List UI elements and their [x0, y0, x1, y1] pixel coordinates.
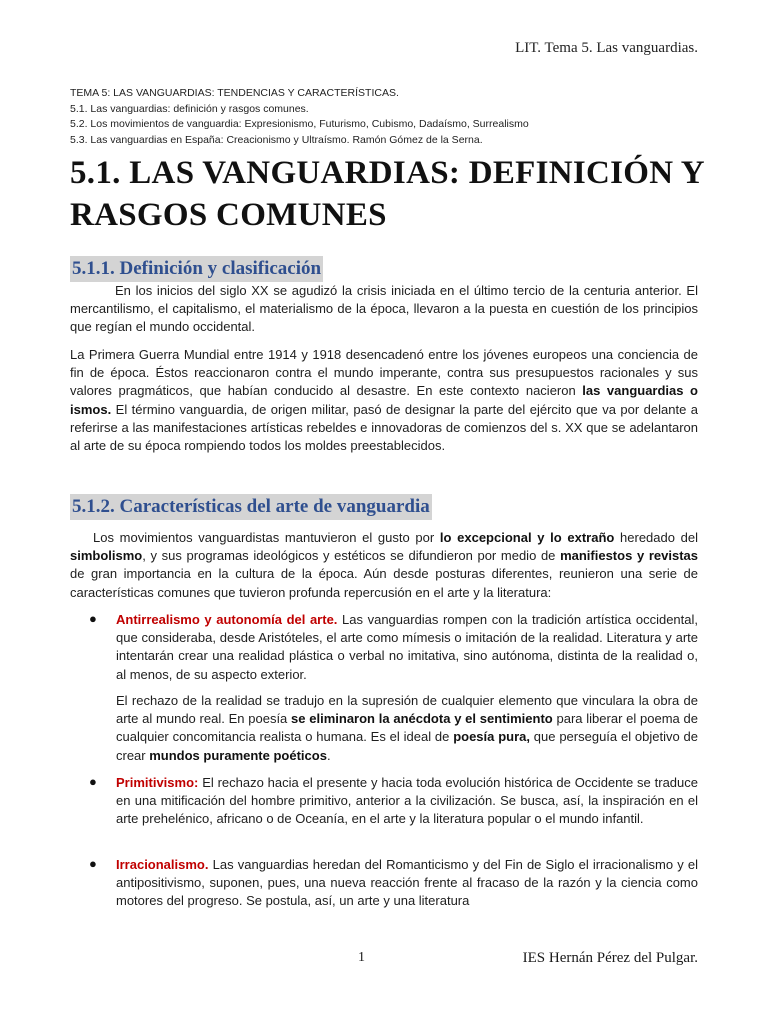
toc-line: TEMA 5: LAS VANGUARDIAS: TENDENCIAS Y CARACTERÍSTICAS.: [70, 87, 399, 99]
bullet-icon: ●: [89, 774, 97, 789]
page-title: 5.1. LAS VANGUARDIAS: DEFINICIÓN Y RASGOS COMUNES: [70, 155, 704, 233]
list-item: [116, 856, 698, 911]
list-item-continuation: [116, 692, 698, 765]
section-heading-definicion: 5.1.1. Definición y clasificación: [70, 256, 323, 282]
bold-term: lo excepcional y lo extraño: [439, 530, 615, 545]
paragraph: [70, 346, 698, 455]
section-heading-caracteristicas: 5.1.2. Características del arte de vanguardia: [70, 494, 432, 520]
bold-term: mundos puramente poéticos: [149, 747, 327, 763]
list-item-term: Primitivismo:: [116, 775, 199, 790]
toc-line: 5.3. Las vanguardias en España: Creacionismo y Ultraísmo. Ramón Gómez de la Serna.: [70, 133, 483, 146]
paragraph-text: El rechazo de la realidad se tradujo en la supresión de cualquier elemento que vinculara la obra de arte al mundo real. En poesía: [116, 693, 698, 727]
paragraph-text: El término vanguardia, de origen militar, pasó de designar la parte del ejército que va por delante a referirse a las manifestaciones artísticas rebeldes e innovadoras de comienzos del s. XX que se adelantaron al arte de su época rompiendo todos los moldes preestablecidos.: [70, 401, 698, 454]
page-number: 1: [358, 950, 365, 965]
list-item: [116, 774, 698, 829]
bold-term: poesía pura,: [453, 729, 530, 745]
list-item-term: Irracionalismo.: [116, 857, 209, 872]
paragraph-text: Los movimientos vanguardistas mantuvieron el gusto por: [93, 530, 440, 545]
footer-school: IES Hernán Pérez del Pulgar.: [522, 950, 698, 966]
list-item-text: Las vanguardias heredan del Romanticismo y del Fin de Siglo el irracionalismo y el antipositivismo, suponen, pues, una nueva reacción frente al fracaso de la razón y la ciencia como motores del progreso. Se postula, así, un arte y una literatura: [116, 857, 698, 909]
list-item: [116, 611, 698, 684]
list-item-text: El rechazo hacia el presente y hacia toda evolución histórica de Occidente se traduce en una mitificación del hombre primitivo, anterior a la civilización. Se busca, así, la inspiración en el arte prehelénico, africano o de Oceanía, en el arte y la literatura popular o el mundo infantil.: [116, 775, 698, 827]
bold-term: manifiestos y revistas: [560, 548, 698, 564]
bold-term: simbolismo: [70, 548, 143, 564]
running-header: LIT. Tema 5. Las vanguardias.: [515, 40, 698, 56]
toc-line: 5.2. Los movimientos de vanguardia: Expresionismo, Futurismo, Cubismo, Dadaísmo, Surrealismo: [70, 118, 529, 130]
bold-term: las vanguardias o ismos.: [70, 383, 698, 417]
list-item-term: Antirrealismo y autonomía del arte.: [116, 612, 338, 627]
paragraph-text: de gran importancia en la cultura de la época. Aún desde posturas diferentes, reunieron una serie de características comunes que tuvieron profunda repercusión en el arte y la literatura:: [70, 566, 698, 600]
paragraph-text: heredado del: [614, 530, 698, 545]
paragraph: En los inicios del siglo XX se agudizó la crisis iniciada en el último tercio de la centuria anterior. El mercantilismo, el capitalismo, el materialismo de la época, llevaron a la puesta en cuestión de los principios que regían el mundo occidental.: [70, 283, 698, 335]
bullet-icon: ●: [89, 856, 97, 871]
table-of-contents: [70, 86, 710, 148]
paragraph-text: que perseguía el objetivo de crear: [116, 729, 698, 763]
paragraph-text: , y sus programas ideológicos y estéticos se difundieron por medio de: [142, 548, 561, 564]
bullet-icon: ●: [89, 611, 97, 626]
list-item-text: Las vanguardias rompen con la tradición artística occidental, que consideraba, desde Aristóteles, el arte como mímesis o imitación de la realidad. Literatura y arte intentarán crear una realidad plástica o verbal no imitativa, sino autónoma, distinta de la realidad o, al menos, de su aspecto exterior.: [116, 612, 698, 682]
paragraph-text: .: [326, 747, 331, 763]
paragraph-text: La Primera Guerra Mundial entre 1914 y 1918 desencadenó entre los jóvenes europeos una conciencia de fin de época. Éstos reaccionaron contra el mundo imperante, contra sus presupuestos racionales y sus valores pragmáticos, que habían conducido al desastre. En este contexto nacieron: [70, 347, 698, 399]
bold-term: se eliminaron la anécdota y el sentimiento: [291, 711, 553, 727]
toc-line: 5.1. Las vanguardias: definición y rasgos comunes.: [70, 102, 309, 115]
paragraph-text: para liberar el poema de cualquier concomitancia realista o humana. Es el ideal de: [116, 711, 698, 745]
paragraph: [70, 529, 698, 602]
